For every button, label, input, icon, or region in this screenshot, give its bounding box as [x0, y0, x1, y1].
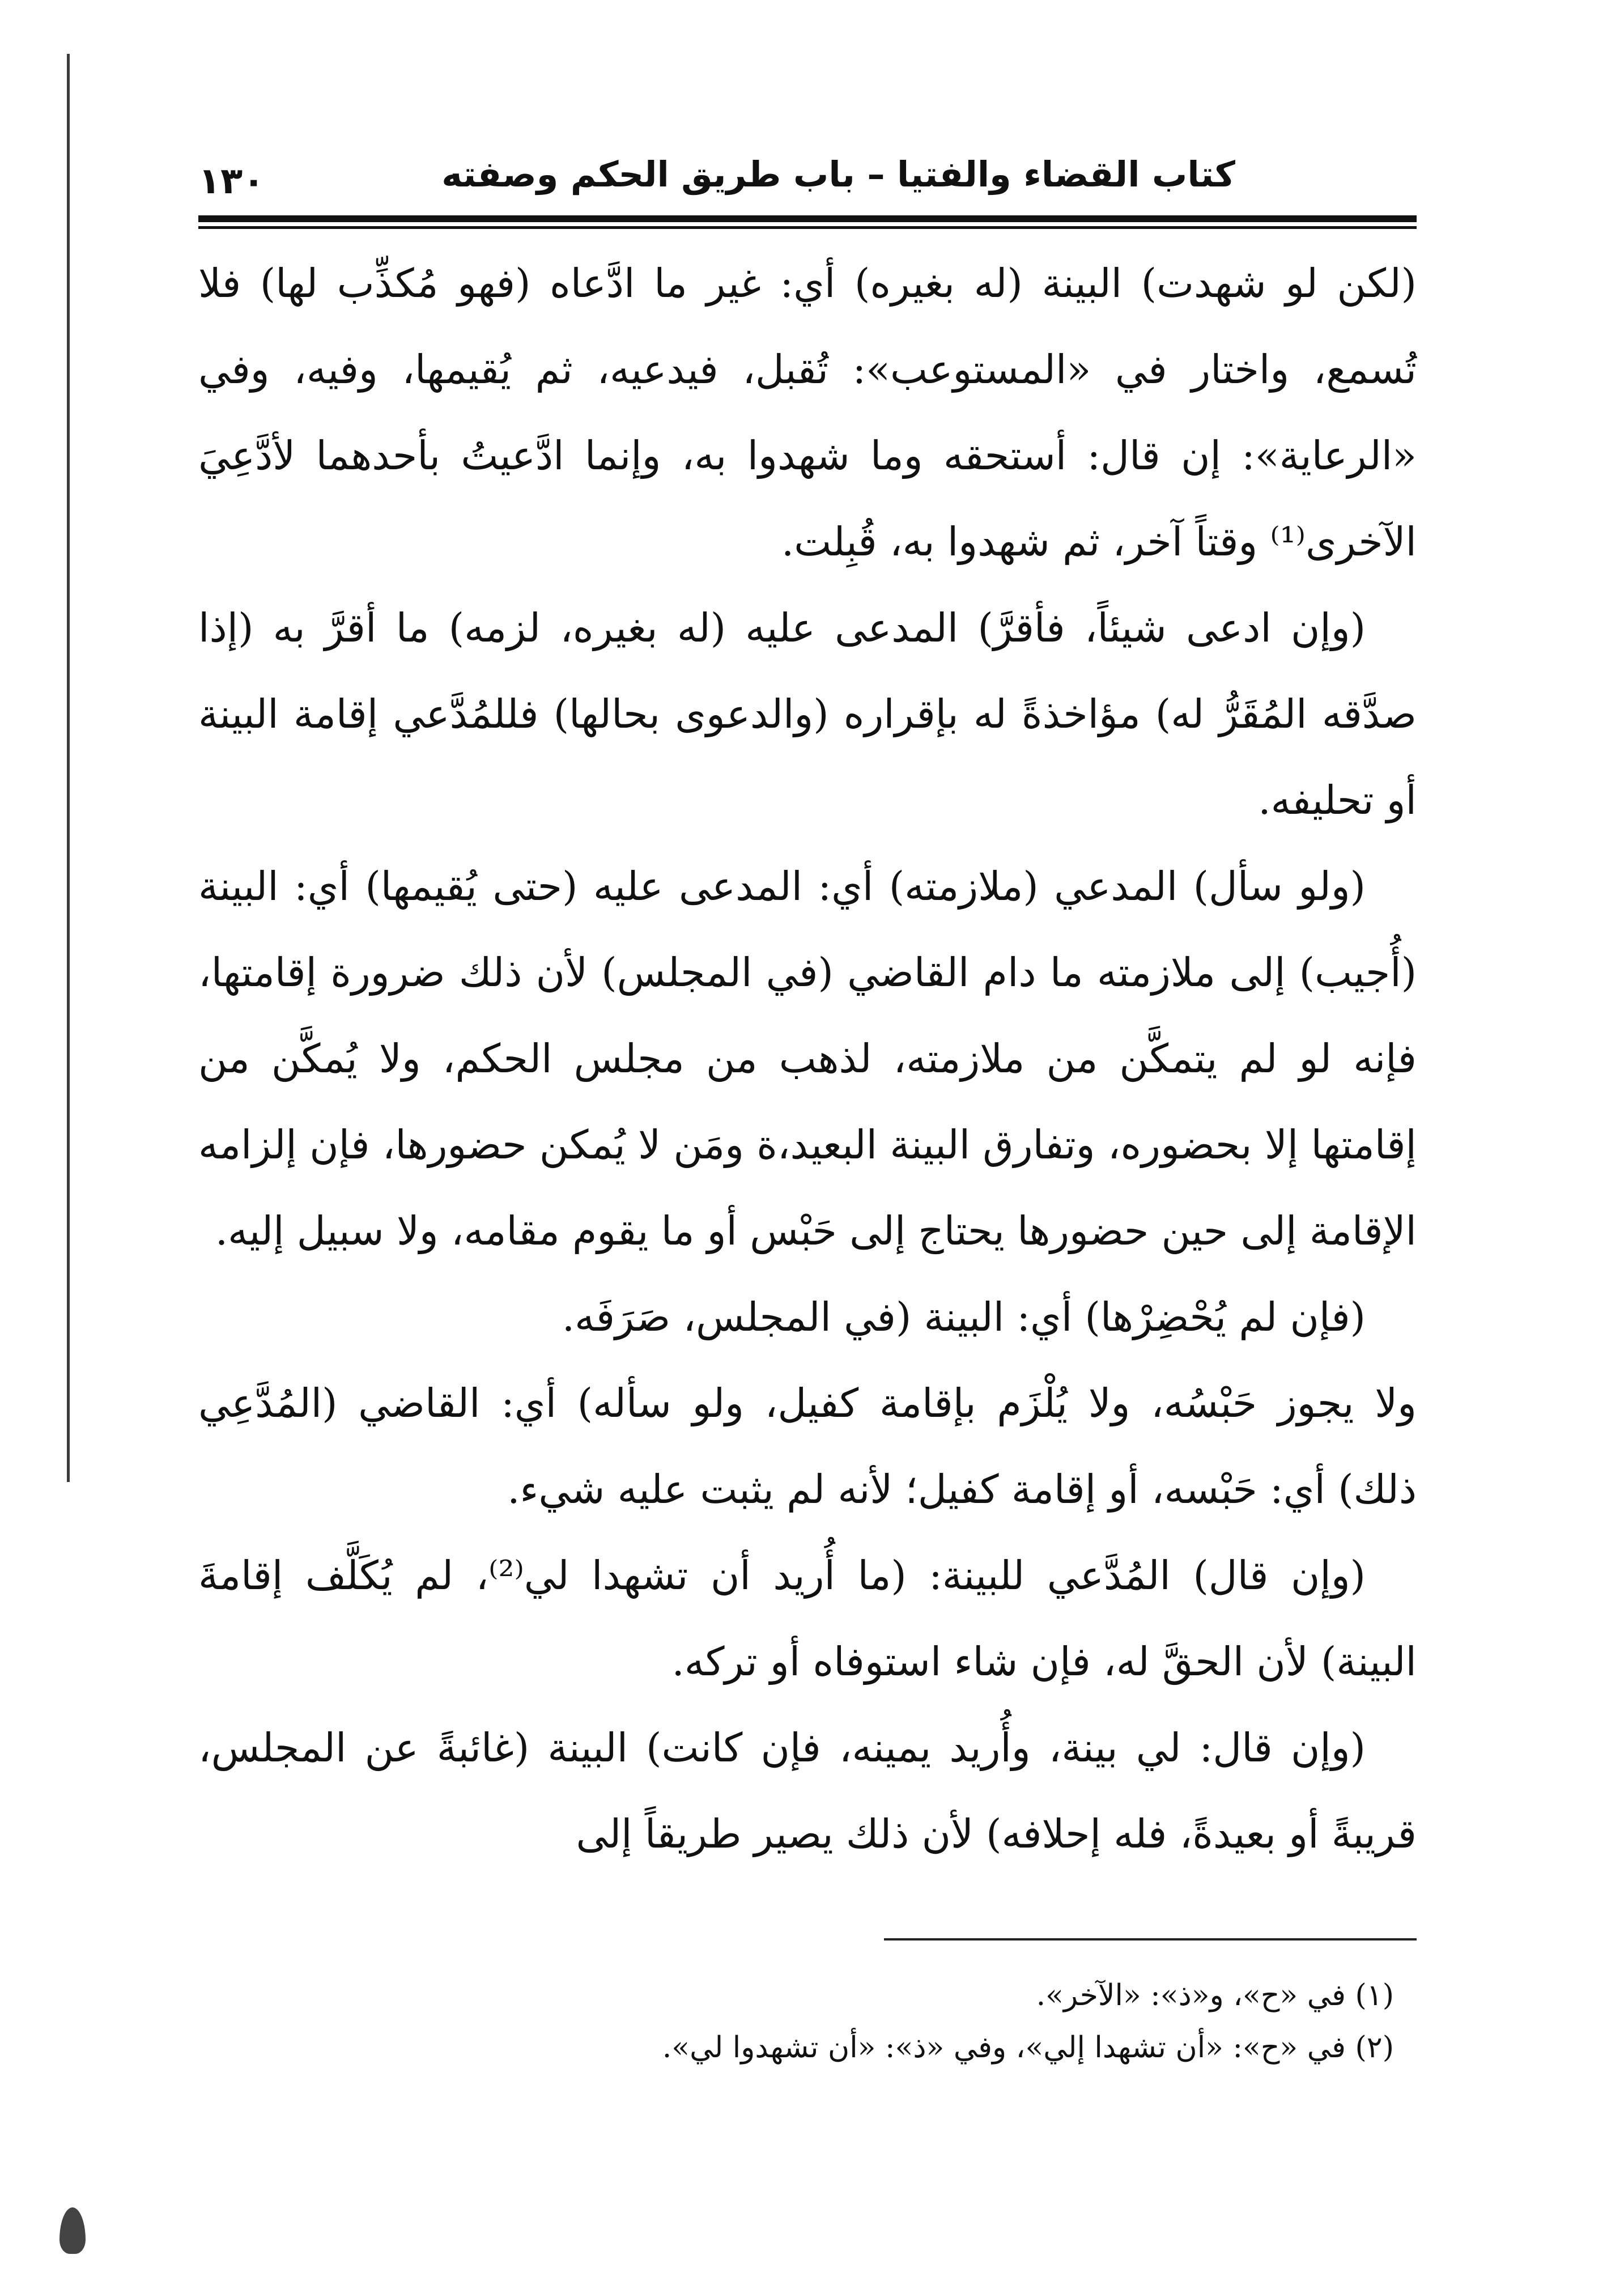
- header-rule-thin: [198, 226, 1417, 229]
- footnotes: [198, 1969, 1417, 2074]
- paragraph: (ولو سأل) المدعي (ملازمته) أي: المدعى عليه (حتى يُقيمها) أي: البينة (أُجيب) إلى ملازمته ما دام القاضي (في المجلس) لأن ذلك ضرورة إقامتها، فإنه لو لم يتمكَّن من ملازمته، لذهب من مجلس الحكم، ولا يُمكَّن من إقامتها إلا بحضوره، وتفارق البينة البعيد،ة ومَن لا يُمكن حضورها، فإن إلزامه الإقامة إلى حين حضورها يحتاج إلى حَبْس أو ما يقوم مقامه، ولا سبيل إليه.: [198, 863, 1417, 1254]
- header-title: كتاب القضاء والفتيا – باب طريق الحكم وصفته: [441, 154, 1235, 195]
- paragraph: (وإن ادعى شيئاً، فأقرَّ) المدعى عليه (له بغيره، لزمه) ما أقرَّ به (إذا صدَّقه المُقَرُّ له) مؤاخذةً له بإقراره (والدعوى بحالها) فللمُدَّعي إقامة البينة أو تحليفه.: [198, 605, 1417, 823]
- footnote: (١) في «ح»، و«ذ»: «الآخر».: [1036, 1978, 1394, 2012]
- footnote: (٢) في «ح»: «أن تشهدا إلي»، وفي «ذ»: «أن تشهدوا لي».: [662, 2031, 1394, 2065]
- scan-corner-mark: [59, 2207, 86, 2254]
- paragraph: (فإن لم يُحْضِرْها) أي: البينة (في المجلس، صَرَفَه.: [562, 1294, 1366, 1340]
- page-number: ١٣٠: [198, 160, 265, 202]
- book-page: [198, 142, 1417, 2065]
- header-rule-thick: [198, 215, 1417, 222]
- binding-line: [67, 54, 70, 1482]
- paragraph: (وإن قال: لي بينة، وأُريد يمينه، فإن كانت) البينة (غائبةً عن المجلس، قريبةً أو بعيدةً، فله إحلافه) لأن ذلك يصير طريقاً إلى: [198, 1725, 1417, 1857]
- main-text: [198, 240, 1417, 1877]
- footnote-separator: [884, 1938, 1417, 1940]
- paragraph: (وإن قال) المُدَّعي للبينة: (ما أُريد أن تشهدا لي⁽²⁾، لم يُكَلَّف إقامةَ البينة) لأن الحقَّ له، فإن شاء استوفاه أو تركه.: [198, 1552, 1417, 1685]
- paragraph: ولا يجوز حَبْسُه، ولا يُلْزَم بإقامة كفيل، ولو سأله) أي: القاضي (المُدَّعِي ذلك) أي: حَبْسه، أو إقامة كفيل؛ لأنه لم يثبت عليه شيء.: [198, 1380, 1417, 1513]
- paragraph: (لكن لو شهدت) البينة (له بغيره) أي: غير ما ادَّعاه (فهو مُكذِّب لها) فلا تُسمع، واختار في «المستوعب»: تُقبل، فيدعيه، ثم يُقيمها، وفيه، وفي «الرعاية»: إن قال: أستحقه وما شهدوا به، وإنما ادَّعيتُ بأحدهما لأدَّعِيَ الآخرى⁽¹⁾ وقتاً آخر، ثم شهدوا به، قُبِلت.: [198, 260, 1417, 565]
- running-header: [198, 142, 1417, 215]
